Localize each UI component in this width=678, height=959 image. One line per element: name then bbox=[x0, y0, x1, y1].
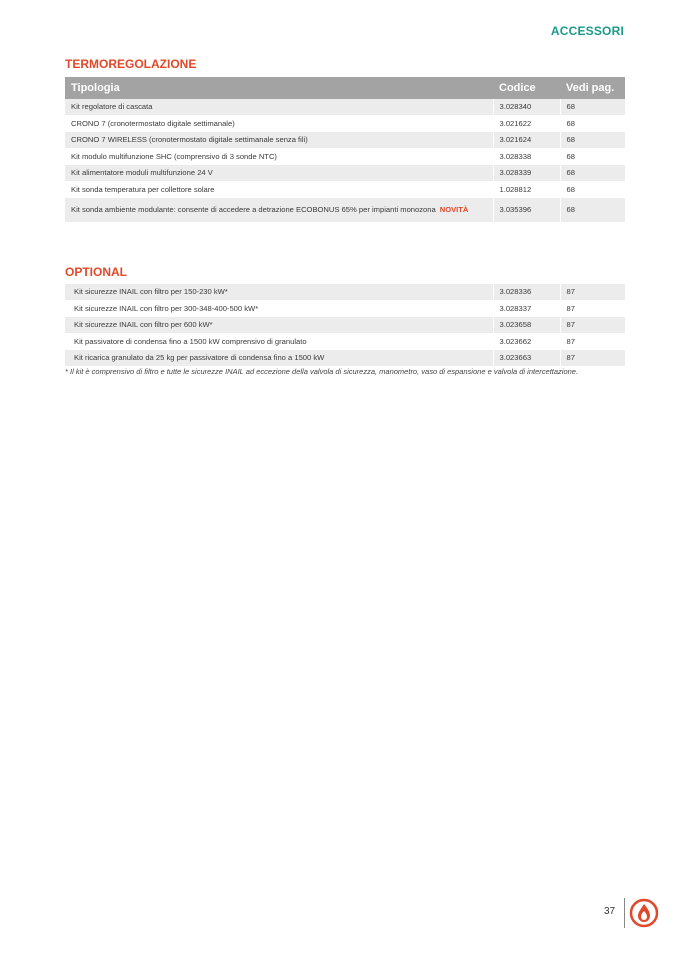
cell-codice: 3.023662 bbox=[493, 333, 560, 350]
row-description: Kit modulo multifunzione SHC (comprensivo di 3 sonde NTC) bbox=[71, 151, 277, 161]
row-description: Kit alimentatore moduli multifunzione 24 V bbox=[71, 168, 213, 178]
cell-vedi-pag: 87 bbox=[560, 317, 625, 334]
termoregolazione-title: TERMOREGOLAZIONE bbox=[65, 57, 197, 71]
cell-tipologia bbox=[65, 317, 493, 334]
cell-codice: 3.028338 bbox=[493, 148, 560, 165]
cell-tipologia bbox=[65, 99, 493, 115]
cell-codice: 3.035396 bbox=[493, 198, 560, 223]
cell-vedi-pag: 68 bbox=[560, 132, 625, 149]
row-description: Kit ricarica granulato da 25 kg per passivatore di condensa fino a 1500 kW bbox=[74, 353, 325, 363]
cell-codice: 3.021622 bbox=[493, 115, 560, 132]
termoregolazione-table bbox=[65, 77, 625, 223]
optional-body bbox=[65, 284, 625, 366]
optional-title: OPTIONAL bbox=[65, 265, 127, 279]
cell-vedi-pag: 87 bbox=[560, 350, 625, 367]
cell-tipologia bbox=[65, 181, 493, 198]
cell-tipologia bbox=[65, 115, 493, 132]
cell-codice: 3.023658 bbox=[493, 317, 560, 334]
cell-tipologia bbox=[65, 300, 493, 317]
cell-vedi-pag: 68 bbox=[560, 198, 625, 223]
row-description: Kit sicurezze INAIL con filtro per 150-230 kW* bbox=[74, 287, 228, 297]
cell-tipologia bbox=[65, 132, 493, 149]
cell-vedi-pag: 68 bbox=[560, 165, 625, 182]
table-row bbox=[65, 300, 625, 317]
table-row bbox=[65, 198, 625, 223]
row-description: Kit sonda temperatura per collettore solare bbox=[71, 184, 215, 194]
cell-codice: 3.028339 bbox=[493, 165, 560, 182]
page-number: 37 bbox=[604, 906, 616, 917]
column-header-codice: Codice bbox=[493, 77, 560, 99]
column-header-tipologia: Tipologia bbox=[65, 77, 493, 99]
cell-codice: 3.028340 bbox=[493, 99, 560, 115]
cell-codice: 3.023663 bbox=[493, 350, 560, 367]
new-badge: NOVITÀ bbox=[439, 205, 469, 214]
table-row bbox=[65, 333, 625, 350]
footnote: * Il kit è comprensivo di filtro e tutte le sicurezze INAIL ad eccezione della valvola di sicurezza, manometro, vaso di espansione e valvola di intercettazione. bbox=[65, 367, 579, 376]
table-row bbox=[65, 165, 625, 182]
row-description: CRONO 7 WIRELESS (cronotermostato digitale settimanale senza fili) bbox=[71, 135, 308, 145]
row-description: Kit passivatore di condensa fino a 1500 kW comprensivo di granulato bbox=[74, 336, 307, 346]
table-row bbox=[65, 99, 625, 115]
table-row bbox=[65, 115, 625, 132]
table-row bbox=[65, 317, 625, 334]
cell-vedi-pag: 87 bbox=[560, 284, 625, 300]
optional-table bbox=[65, 284, 625, 367]
cell-vedi-pag: 68 bbox=[560, 181, 625, 198]
footer-divider bbox=[624, 898, 625, 928]
table-header-row bbox=[65, 77, 625, 99]
cell-tipologia bbox=[65, 333, 493, 350]
table-row bbox=[65, 132, 625, 149]
table-row bbox=[65, 284, 625, 300]
cell-tipologia bbox=[65, 148, 493, 165]
row-description: Kit sicurezze INAIL con filtro per 300-348-400-500 kW* bbox=[74, 303, 259, 313]
cell-tipologia bbox=[65, 198, 493, 223]
flame-logo-icon bbox=[629, 898, 659, 928]
cell-vedi-pag: 68 bbox=[560, 99, 625, 115]
cell-tipologia bbox=[65, 165, 493, 182]
cell-codice: 3.028337 bbox=[493, 300, 560, 317]
cell-tipologia bbox=[65, 284, 493, 300]
row-description: Kit sicurezze INAIL con filtro per 600 kW* bbox=[74, 320, 213, 330]
cell-vedi-pag: 68 bbox=[560, 148, 625, 165]
section-category: ACCESSORI bbox=[550, 24, 624, 38]
row-description: Kit regolatore di cascata bbox=[71, 102, 153, 112]
column-header-vedi-pag: Vedi pag. bbox=[560, 77, 625, 99]
cell-vedi-pag: 87 bbox=[560, 333, 625, 350]
table-row bbox=[65, 148, 625, 165]
termoregolazione-body bbox=[65, 99, 625, 223]
table-row bbox=[65, 350, 625, 367]
row-description: Kit sonda ambiente modulante: consente di accedere a detrazione ECOBONUS 65% per impianti monozona bbox=[71, 205, 436, 214]
cell-codice: 3.028336 bbox=[493, 284, 560, 300]
cell-tipologia bbox=[65, 350, 493, 367]
cell-codice: 3.021624 bbox=[493, 132, 560, 149]
table-row bbox=[65, 181, 625, 198]
cell-codice: 1.028812 bbox=[493, 181, 560, 198]
cell-vedi-pag: 87 bbox=[560, 300, 625, 317]
row-description: CRONO 7 (cronotermostato digitale settimanale) bbox=[71, 118, 235, 128]
cell-vedi-pag: 68 bbox=[560, 115, 625, 132]
